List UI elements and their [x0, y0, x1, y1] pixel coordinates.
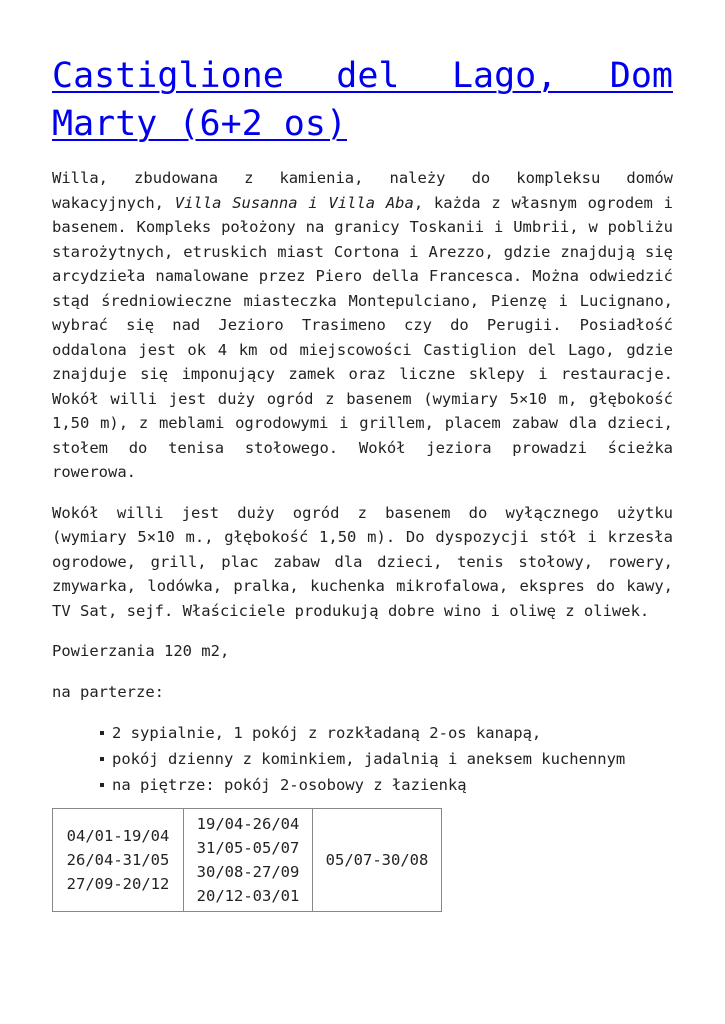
- list-item-text: 2 sypialnie, 1 pokój z rozkładaną 2-os kanapą,: [112, 724, 542, 742]
- amenities-paragraph: Wokół willi jest duży ogród z basenem do wyłącznego użytku (wymiary 5×10 m., głębokość 1,50 m). Do dyspozycji stół i krzesła ogrodowe, grill, plac zabaw dla dzieci, tenis stołowy, rowery, zmywarka, lodówka, pralka, kuchenka mikrofalowa, ekspres do kawy, TV Sat, sejf. Właściciele produkują dobre wino i oliwę z oliwek.: [52, 503, 673, 620]
- season-table: [52, 808, 442, 912]
- area-paragraph: Powierzania 120 m2,: [52, 642, 230, 660]
- page-title: [52, 52, 673, 148]
- bullet-icon: [100, 757, 104, 761]
- description-text-end: , każda z własnym ogrodem i basenem. Kompleks położony na granicy Toskanii i Umbrii, w pobliżu starożytnych, etruskich miast Cortona i Arezzo, gdzie znajdują się arcydzieła namalowane przez Piero della Francesca. Można odwiedzić stąd średniowieczne miasteczka Montepulciano, Pienzę i Lucignano, wybrać się nad Jezioro Trasimeno czy do Perugii. Posiadłość oddalona jest ok 4 km od miejscowości Castiglion del Lago, gdzie znajduje się imponujący zamek oraz liczne sklepy i restauracje. Wokół willi jest duży ogród z basenem (wymiary 5×10 m, głębokość 1,50 m), z meblami ogrodowymi i grillem, placem zabaw dla dzieci, stołem do tenisa stołowego. Wokół jeziora prowadzi ścieżka rowerowa.: [52, 193, 673, 481]
- season-cell-2: [184, 809, 313, 912]
- description-text-start: Willa, zbudowana z kamienia, należy do kompleksu domów wakacyjnych,: [52, 169, 673, 212]
- date-range: 20/12-03/01: [196, 887, 300, 905]
- list-item: [100, 720, 673, 746]
- list-item-text: pokój dzienny z kominkiem, jadalnią i aneksem kuchennym: [112, 750, 626, 768]
- bullet-icon: [100, 783, 104, 787]
- date-range: 30/08-27/09: [196, 863, 300, 881]
- season-cell-3: [313, 809, 442, 912]
- list-item: [100, 746, 673, 772]
- ground-floor-label: na parterze:: [52, 682, 164, 701]
- date-range: 31/05-05/07: [196, 839, 300, 857]
- date-range: 19/04-26/04: [196, 815, 300, 833]
- villa-names: Villa Susanna i Villa Aba: [174, 193, 414, 212]
- table-row: [53, 809, 442, 912]
- date-range: 26/04-31/05: [66, 851, 170, 869]
- date-range: 05/07-30/08: [325, 851, 429, 869]
- date-range: 27/09-20/12: [66, 875, 170, 893]
- description-paragraph: [52, 166, 673, 485]
- rooms-list: [52, 720, 673, 798]
- bullet-icon: [100, 731, 104, 735]
- list-item: [100, 772, 673, 798]
- season-cell-1: [53, 809, 184, 912]
- article: [52, 52, 673, 912]
- title-link[interactable]: Castiglione del Lago, Dom Marty (6+2 os): [52, 56, 673, 144]
- list-item-text: na piętrze: pokój 2-osobowy z łazienką: [112, 776, 467, 794]
- date-range: 04/01-19/04: [66, 827, 170, 845]
